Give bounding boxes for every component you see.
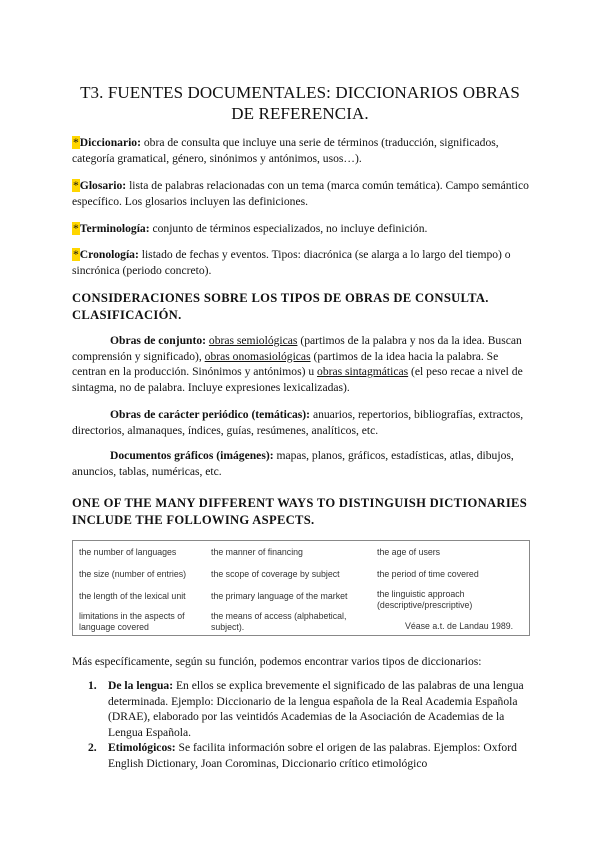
section-heading-consideraciones: CONSIDERACIONES SOBRE LOS TIPOS DE OBRAS DE CONSULTA. CLASIFICACIÓN. [72, 291, 489, 322]
paragraph-documentos-graficos [72, 448, 532, 479]
table-citation: Véase a.t. de Landau 1989. [405, 621, 514, 631]
list-text: Se facilita información sobre el origen de las palabras. Ejemplos: Oxford English Dictionary, Joan Corominas, Diccionario crítico etimológico [108, 741, 517, 770]
table-cell: the primary language of the market [211, 591, 348, 601]
paragraph-text: (partimos de la idea hacia la palabra. Se centran en la producción. Sinónimos y antónimos) u [72, 349, 499, 379]
intro-paragraph: Más específicamente, según su función, podemos encontrar varios tipos de diccionarios: [72, 655, 482, 668]
definition-glosario [72, 178, 532, 209]
list-term: Etimológicos: [108, 741, 176, 755]
list-text: En ellos se explica brevemente el significado de las palabras de una lengua determinada. Ejemplo: Diccionario de la lengua española de la Real Academia Española (DRAE), elaborado por las veintidós Academias de la Asociación de Academias de la Lengua Española. [108, 679, 524, 739]
paragraph-text: (el peso recae a nivel de sintagma, no de palabra. Incluye expresiones lexicalizadas). [72, 365, 523, 394]
paragraph-text: anuarios, repertorios, bibliografías, extractos, directorios, almanaques, índices, guías, resúmenes, analíticos, etc. [72, 408, 524, 437]
paragraph-obras-periodicas [72, 407, 532, 438]
definition-term: Cronología: [79, 248, 139, 261]
definition-cronologia [72, 247, 532, 278]
highlight-marker: * [73, 248, 79, 261]
table-cell: limitations in the aspects of language covered [79, 611, 185, 632]
definition-text: lista de palabras relacionadas con un tema (marca común temática). Campo semántico específico. Los glosarios incluyen las definiciones. [72, 179, 529, 208]
term-obras-sintagmaticas: obras sintagmáticas [317, 365, 409, 379]
table-cell: the linguistic approach (descriptive/prescriptive) [377, 589, 473, 610]
table-cell: the length of the lexical unit [79, 591, 186, 601]
paragraph-text: mapas, planos, gráficos, estadísticas, atlas, dibujos, anuncios, tablas, numéricas, etc. [72, 449, 514, 478]
paragraph-term: Obras de conjunto: [110, 334, 206, 347]
table-cell: the age of users [377, 547, 441, 557]
list-number: 2. [88, 741, 97, 755]
paragraph-term: Obras de carácter periódico (temáticas): [110, 408, 311, 421]
paragraph-term: Documentos gráficos (imágenes): [110, 449, 274, 462]
table-cell: the number of languages [79, 547, 177, 557]
table-cell: the means of access (alphabetical, subject). [211, 611, 347, 632]
highlight-marker: * [73, 179, 79, 192]
list-item [72, 740, 532, 771]
paragraph-obras-conjunto [72, 333, 532, 395]
definition-text: listado de fechas y eventos. Tipos: diacrónica (se alarga a lo largo del tiempo) o sincrónica (periodo concreto). [72, 248, 511, 277]
table-cell: the scope of coverage by subject [211, 569, 340, 579]
section-heading-aspects: ONE OF THE MANY DIFFERENT WAYS TO DISTINGUISH DICTIONARIES INCLUDE THE FOLLOWING ASPECTS. [72, 496, 528, 527]
highlight-marker: * [73, 222, 79, 235]
list-item [72, 678, 532, 740]
paragraph-text: (partimos de la palabra y nos da la idea. Buscan comprensión y significado), [72, 334, 522, 363]
list-number: 1. [88, 679, 97, 692]
table-cell: the size (number of entries) [79, 569, 187, 579]
definition-term: Glosario: [79, 179, 127, 192]
table-cell: the manner of financing [211, 547, 303, 557]
term-obras-semiologicas: obras semiológicas [208, 334, 298, 347]
definition-text: conjunto de términos especializados, no incluye definición. [149, 222, 428, 235]
list-term: De la lengua: [108, 679, 174, 692]
definition-diccionario [72, 135, 532, 166]
term-obras-onomasiologicas: obras onomasiológicas [204, 349, 311, 363]
definition-text: obra de consulta que incluye una serie de términos (traducción, significados, categoría gramatical, género, sinónimos y antónimos, usos…). [72, 136, 499, 165]
definition-term: Diccionario: [79, 136, 141, 149]
table-cell: the period of time covered [377, 569, 479, 579]
page-title: T3. FUENTES DOCUMENTALES: DICCIONARIOS OBRAS DE REFERENCIA. [80, 83, 520, 123]
aspects-table-image [72, 540, 530, 636]
definition-terminologia [72, 221, 532, 237]
definition-term: Terminología: [79, 222, 150, 235]
dictionary-types-list [72, 678, 532, 772]
highlight-marker: * [73, 136, 79, 149]
